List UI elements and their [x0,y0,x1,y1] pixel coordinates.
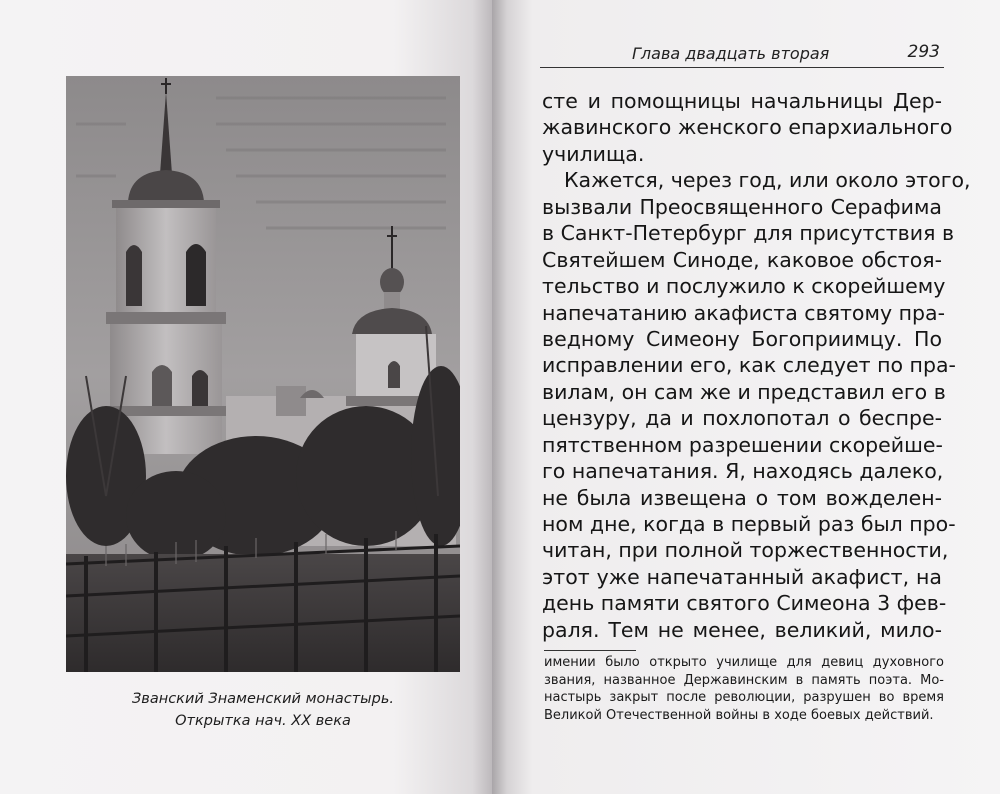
text-line: день памяти святого Симеона 3 фев- [542,591,947,616]
text-line: Святейшем Синоде, каковое обстоя- [542,247,942,272]
page-number: 293 [907,42,940,62]
left-page [0,0,492,794]
text-line: пятственном разрешении скорейше- [542,432,943,457]
footnote-rule [544,650,636,651]
text-line: вызвали Преосвященного Серафима [542,194,942,219]
footnote-line: имении было открыто училище для девиц духовного [544,655,944,670]
caption-line-1: Званский Знаменский монастырь. [132,691,394,707]
text-line: училища. [542,141,645,166]
monastery-photo [66,76,460,672]
text-line: читан, при полной торжественности, [542,538,949,563]
text-line: ведному Симеону Богоприимцу. По [542,326,942,351]
text-line: жавинского женского епархиального [542,115,953,140]
text-line: сте и помощницы начальницы Дер- [542,89,942,113]
text-line: в Санкт-Петербург для присутствия в [542,221,955,246]
footnote [544,654,944,724]
footnote-line: звания, названное Державинским в память поэта. Мо- [544,672,944,688]
photo-caption [60,688,466,732]
text-line: Кажется, через год, или около этого, [564,168,971,193]
text-line: го напечатания. Я, находясь далеко, [542,459,944,484]
text-line: этот уже напечатанный акафист, на [542,564,942,589]
footnote-line: настырь закрыт после революции, разрушен во время [544,690,944,705]
text-line: раля. Тем не менее, великий, мило- [542,617,942,642]
chapter-title: Глава двадцать вторая [632,44,830,63]
text-line: ном дне, когда в первый раз был про- [542,512,956,536]
text-line: вилам, он сам же и представил его в [542,379,946,404]
running-header [540,44,944,68]
caption-line-2: Открытка нач. XX века [175,713,351,729]
text-line: исправлении его, как следует по пра- [542,353,956,378]
text-line: напечатанию акафиста святому пра- [542,300,945,325]
main-text [542,88,971,643]
footnote-line: Великой Отечественной войны в ходе боевых действий. [544,707,934,723]
text-line: не была извещена о том вожделен- [542,485,942,510]
text-line: цензуру, да и похлопотал о беспре- [542,406,942,431]
text-line: тельство и послужило к скорейшему [542,274,946,299]
header-rule [540,67,944,68]
